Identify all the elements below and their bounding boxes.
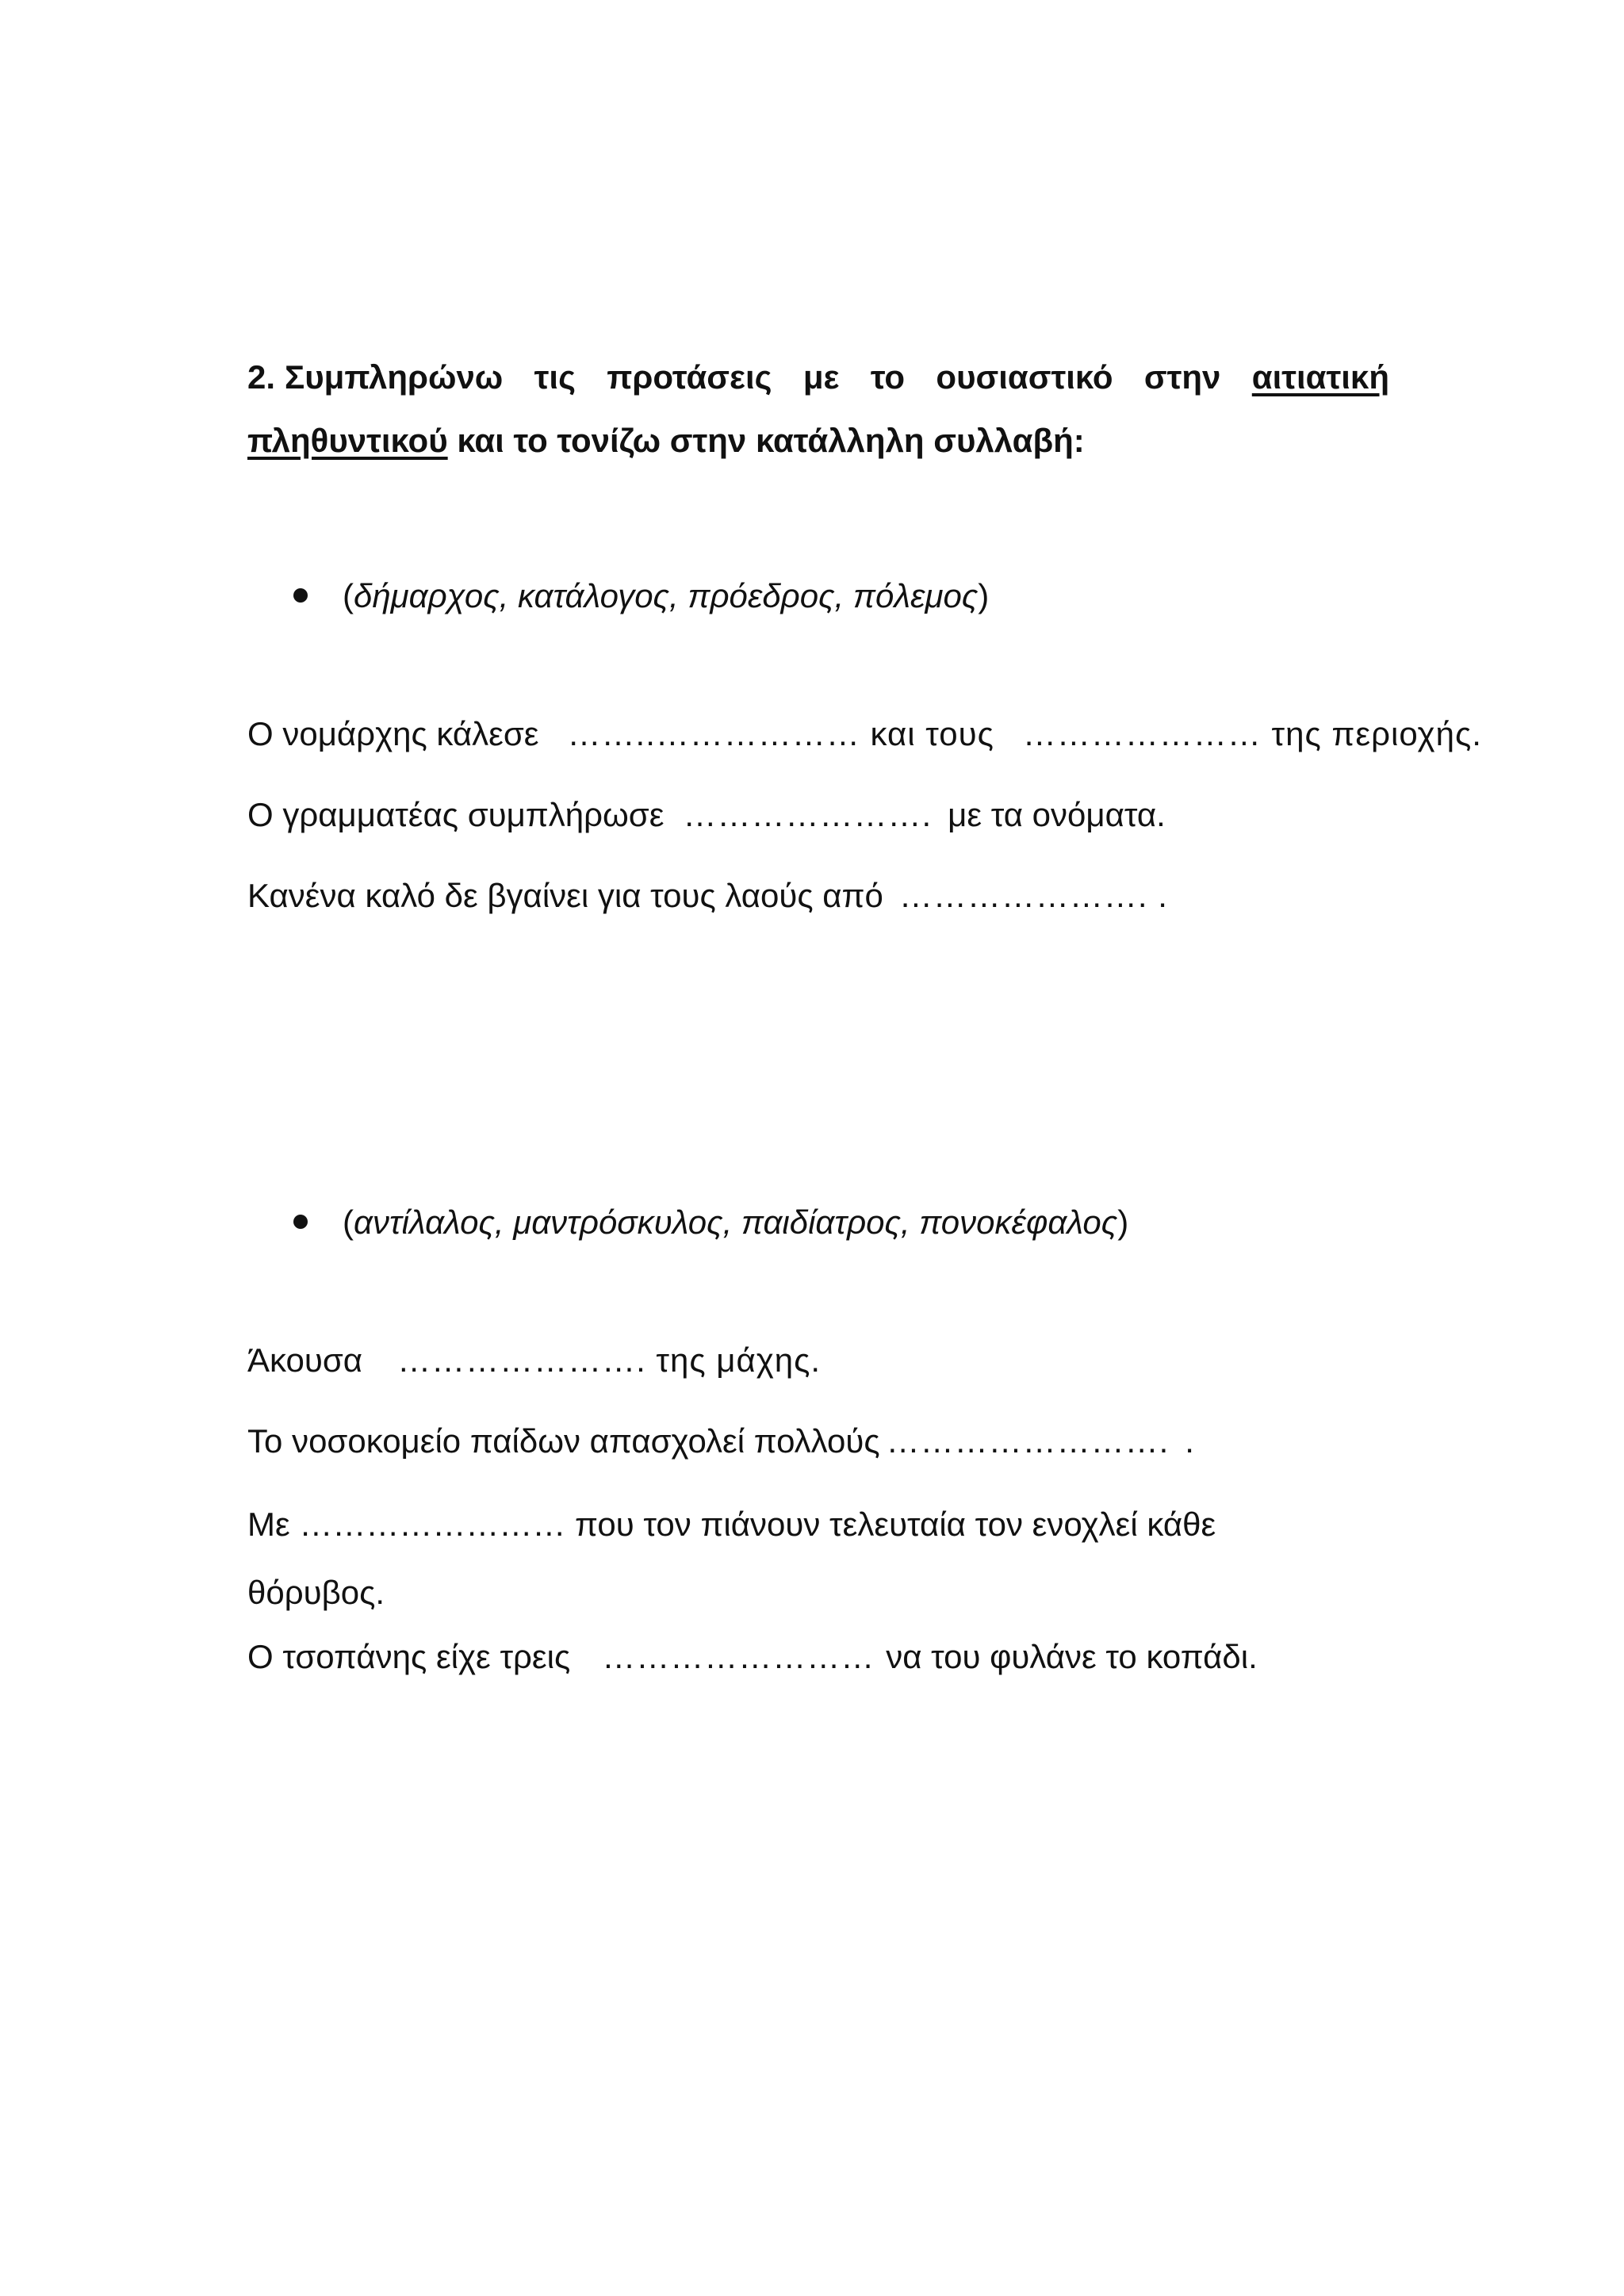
blank-line: …………………. .: [898, 877, 1168, 914]
sentence-2-1: Άκουσα …………………. της μάχης.: [247, 1341, 822, 1379]
word-list-bullet-2: (αντίλαλος, μαντρόσκυλος, παιδίατρος, πονοκέφαλος): [293, 1199, 1128, 1246]
blank-line: …………………….: [886, 1422, 1170, 1460]
sentence-1-3: Κανένα καλό δε βγαίνει για τους λαούς από …………………. .: [247, 877, 1168, 914]
sentence-2-4: Ο τσοπάνης είχε τρεις …………………… να του φυλάνε το κοπάδι.: [247, 1638, 1258, 1675]
blank-line: ………………… της περιοχής.: [1022, 715, 1482, 752]
sentence-2-2: Το νοσοκομείο παίδων απασχολεί πολλούς ……………………. .: [247, 1422, 1194, 1460]
bullet-icon: [293, 1215, 308, 1229]
word-list-bullet-1: (δήμαρχος, κατάλογος, πρόεδρος, πόλεμος): [293, 572, 989, 620]
sentence-2-3: Με …………………… που τον πιάνουν τελευταία τον ενοχλεί κάθε θόρυβος.: [247, 1506, 1216, 1611]
word-list-2: αντίλαλος, μαντρόσκυλος, παιδίατρος, πονοκέφαλος: [354, 1203, 1118, 1241]
blank-line: ………………….: [683, 796, 933, 833]
sentence-1-1: Ο νομάρχης κάλεσε ……..……………… και τους ………………… της περιοχής.: [247, 715, 1482, 752]
blank-line: ……..……………… και τους: [567, 715, 994, 752]
exercise-number: 2.: [247, 358, 276, 396]
instruction-text-part1: Συμπληρώνω τις προτάσεις με το ουσιαστικό στην: [285, 358, 1252, 396]
instruction-underlined-plural: πληθυντικού: [247, 422, 448, 459]
word-list-1: δήμαρχος, κατάλογος, πρόεδρος, πόλεμος: [354, 577, 979, 614]
exercise-instruction: [247, 346, 1389, 473]
instruction-text-part2: και το τονίζω στην κατάλληλη συλλαβή:: [447, 422, 1085, 459]
sentence-1-2: Ο γραμματέας συμπλήρωσε …………………. με τα ονόματα.: [247, 796, 1166, 833]
bullet-icon: [293, 588, 308, 603]
instruction-underlined-accusative: αιτιατική: [1251, 358, 1389, 396]
blank-line: ……………………: [602, 1638, 875, 1675]
blank-line: …………………. της μάχης.: [397, 1341, 822, 1379]
